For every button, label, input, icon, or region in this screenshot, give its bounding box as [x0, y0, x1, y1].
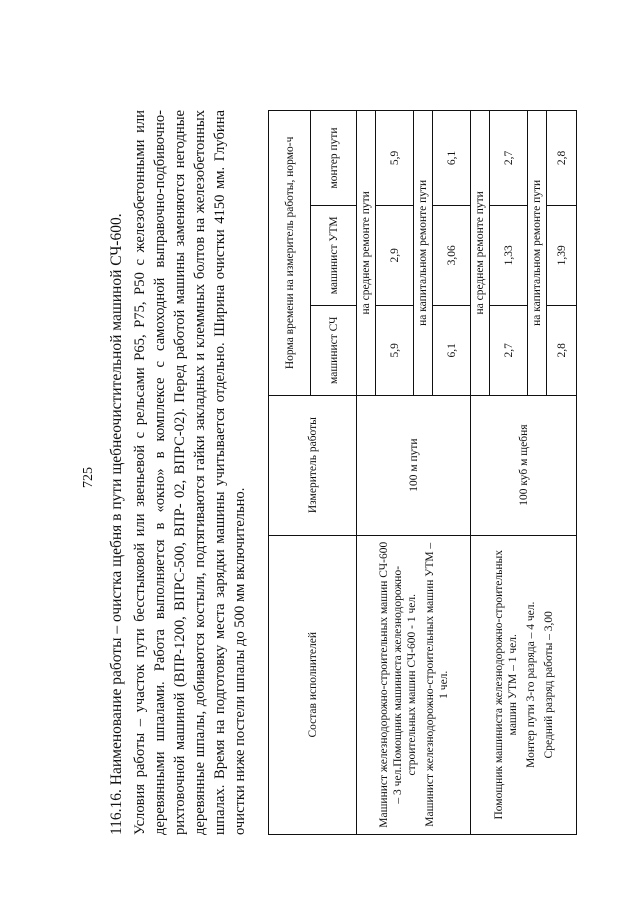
staff-line: Машинист железнодорожно-строительных машин СЧ-600 – 3 чел.Помощник машиниста железнодорожно-строительных машин СЧ-600 - 1 чел.	[377, 541, 418, 828]
staff-line: Монтер пути 3-го разряда – 4 чел.	[524, 601, 537, 768]
staff-line: Помощник машиниста железнодорожно-строительных машин УТМ – 1 чел.	[492, 550, 519, 820]
header-sch-operator: машинист СЧ	[311, 305, 357, 395]
meter-cell-1: 100 м пути	[357, 395, 471, 535]
value-utm: 2,9	[376, 205, 414, 305]
rotated-page	[65, 100, 585, 850]
staff-line: Средний разряд работы – 3,00	[542, 611, 555, 759]
value-sch: 2,8	[547, 305, 577, 395]
value-track: 2,8	[547, 111, 577, 206]
section-title: на капитальном ремонте пути	[414, 111, 433, 396]
section-title: на капитальном ремонте пути	[528, 111, 547, 396]
page-number: 725	[81, 467, 96, 488]
section-heading: 116.16. Наименование работы – очистка щебня в пути щебнеочистительной машиной СЧ-600.	[108, 213, 125, 835]
value-track: 6,1	[433, 111, 471, 206]
header-meter: Измеритель работы	[269, 395, 357, 535]
header-track-fitter: монтер пути	[311, 111, 357, 206]
value-utm: 1,33	[490, 205, 528, 305]
staff-cell-2	[471, 535, 577, 834]
value-sch: 2,7	[490, 305, 528, 395]
value-track: 2,7	[490, 111, 528, 206]
norms-table	[268, 110, 577, 835]
value-sch: 6,1	[433, 305, 471, 395]
header-staff: Состав исполнителей	[269, 535, 357, 834]
meter-cell-2: 100 куб м щебня	[471, 395, 577, 535]
value-sch: 5,9	[376, 305, 414, 395]
header-norm: Норма времени на измеритель работы, нормо-ч	[269, 111, 311, 396]
staff-line: Машинист железнодорожно-строительных машин УТМ – 1 чел.	[423, 542, 450, 827]
value-utm: 1,39	[547, 205, 577, 305]
header-utm-operator: машинист УТМ	[311, 205, 357, 305]
work-conditions-paragraph: Условия работы – участок пути бесстыковой или звеньевой с рельсами Р65, Р75, Р50 с железобетонными или деревянными шпалами. Работа выполняется в «окно» в комплексе с самоходной выправочно-подбивочно-рихтовочной машиной (ВПР-1200, ВПРС-500, ВПР- 02, ВПРС-02). Перед работой машины заменяются негодные деревянные шпалы, добиваются костыли, подтягиваются гайки закладных и клеммных болтов на железобетонных шпалах. Время на подготовку места зарядки машины учитывается отдельно. Ширина очистки 4150 мм. Глубина очистки ниже постели шпалы до 500 мм включительно.	[132, 110, 248, 835]
value-track: 5,9	[376, 111, 414, 206]
section-title: на среднем ремонте пути	[357, 111, 376, 396]
value-utm: 3,06	[433, 205, 471, 305]
section-title: на среднем ремонте пути	[471, 111, 490, 396]
staff-cell-1	[357, 535, 471, 834]
